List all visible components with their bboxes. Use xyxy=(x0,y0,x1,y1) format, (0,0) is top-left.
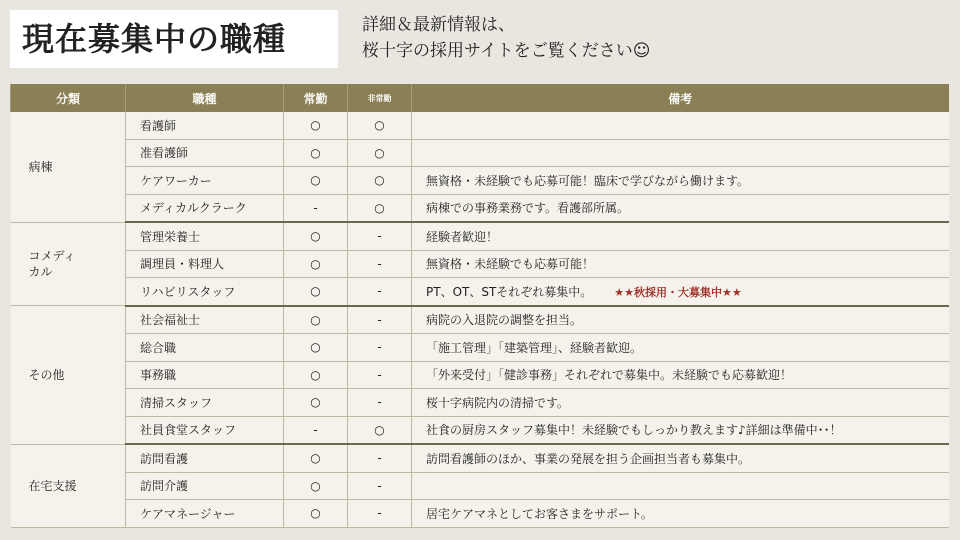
note-text: 社食の厨房スタッフ募集中！未経験でもしっかり教えます♪詳細は準備中･･！ xyxy=(426,423,842,438)
note-cell xyxy=(412,444,949,472)
category-cell: 在宅支援 xyxy=(11,444,126,527)
table-row xyxy=(11,278,949,306)
category-cell: その他 xyxy=(11,306,126,445)
note-cell xyxy=(412,250,949,278)
job-cell: メディカルクラーク xyxy=(126,194,284,222)
note-text: 「施工管理」「建築管理」、経験者歓迎。 xyxy=(426,340,643,355)
part-time-cell: ○ xyxy=(348,167,412,195)
note-text: 「外来受付」「健診事務」それぞれで募集中。未経験でも応募歓迎！ xyxy=(426,368,793,383)
part-time-cell: - xyxy=(348,444,412,472)
header-category: 分類 xyxy=(11,84,126,112)
notice-line-2: 桜十字の採用サイトをご覧ください☺ xyxy=(362,41,651,61)
part-time-cell: - xyxy=(348,500,412,528)
header-full-time: 常勤 xyxy=(284,84,348,112)
category-cell: コメディ カル xyxy=(11,222,126,306)
part-time-cell: ○ xyxy=(348,112,412,139)
part-time-cell: ○ xyxy=(348,139,412,167)
note-cell xyxy=(412,112,949,139)
job-openings-table-wrap xyxy=(10,84,948,528)
part-time-cell: - xyxy=(348,250,412,278)
job-cell: 社員食堂スタッフ xyxy=(126,416,284,444)
job-cell: 事務職 xyxy=(126,361,284,389)
note-cell xyxy=(412,306,949,334)
table-row xyxy=(11,361,949,389)
note-cell xyxy=(412,334,949,362)
note-cell xyxy=(412,389,949,417)
header-notes: 備考 xyxy=(412,84,949,112)
job-cell: 訪問看護 xyxy=(126,444,284,472)
job-cell: ケアワーカー xyxy=(126,167,284,195)
note-cell xyxy=(412,361,949,389)
note-cell xyxy=(412,472,949,500)
note-cell xyxy=(412,416,949,444)
note-text: 桜十字病院内の清掃です。 xyxy=(426,395,570,410)
table-row xyxy=(11,306,949,334)
part-time-cell: - xyxy=(348,278,412,306)
full-time-cell: ○ xyxy=(284,334,348,362)
table-row xyxy=(11,222,949,250)
table-row xyxy=(11,250,949,278)
part-time-cell: ○ xyxy=(348,194,412,222)
part-time-cell: - xyxy=(348,389,412,417)
table-body xyxy=(11,112,949,527)
full-time-cell: - xyxy=(284,194,348,222)
table-row xyxy=(11,167,949,195)
full-time-cell: ○ xyxy=(284,112,348,139)
table-row xyxy=(11,112,949,139)
full-time-cell: ○ xyxy=(284,278,348,306)
full-time-cell: ○ xyxy=(284,167,348,195)
table-row xyxy=(11,389,949,417)
full-time-cell: ○ xyxy=(284,472,348,500)
job-cell: 管理栄養士 xyxy=(126,222,284,250)
part-time-cell: - xyxy=(348,472,412,500)
header-job: 職種 xyxy=(126,84,284,112)
note-cell xyxy=(412,222,949,250)
job-cell: 清掃スタッフ xyxy=(126,389,284,417)
full-time-cell: ○ xyxy=(284,306,348,334)
part-time-cell: ○ xyxy=(348,416,412,444)
note-cell xyxy=(412,167,949,195)
table-row xyxy=(11,194,949,222)
job-cell: ケアマネージャー xyxy=(126,500,284,528)
note-cell xyxy=(412,139,949,167)
table-row xyxy=(11,472,949,500)
job-cell: 総合職 xyxy=(126,334,284,362)
note-text: 無資格・未経験でも応募可能！臨床で学びながら働けます。 xyxy=(426,173,750,188)
note-text: PT、OT、STそれぞれ募集中。 xyxy=(426,284,593,299)
part-time-cell: - xyxy=(348,361,412,389)
full-time-cell: ○ xyxy=(284,500,348,528)
table-row xyxy=(11,334,949,362)
full-time-cell: ○ xyxy=(284,444,348,472)
table-header-row xyxy=(11,84,949,112)
part-time-cell: - xyxy=(348,222,412,250)
highlight-badge: ★★秋採用・大募集中★★ xyxy=(614,285,742,299)
job-cell: 看護師 xyxy=(126,112,284,139)
note-cell xyxy=(412,194,949,222)
note-text: 無資格・未経験でも応募可能！ xyxy=(426,257,595,272)
note-text: 経験者歓迎！ xyxy=(426,229,499,244)
note-text: 訪問看護師のほか、事業の発展を担う企画担当者も募集中。 xyxy=(426,451,751,466)
notice-line-1: 詳細＆最新情報は、 xyxy=(362,15,515,35)
full-time-cell: - xyxy=(284,416,348,444)
category-cell: 病棟 xyxy=(11,112,126,222)
header-part-time: 非常勤 xyxy=(348,84,412,112)
table-row xyxy=(11,444,949,472)
part-time-cell: - xyxy=(348,334,412,362)
full-time-cell: ○ xyxy=(284,222,348,250)
full-time-cell: ○ xyxy=(284,250,348,278)
job-cell: 准看護師 xyxy=(126,139,284,167)
job-cell: 調理員・料理人 xyxy=(126,250,284,278)
part-time-cell: - xyxy=(348,306,412,334)
recruit-site-notice xyxy=(362,12,651,64)
full-time-cell: ○ xyxy=(284,139,348,167)
job-cell: 社会福祉士 xyxy=(126,306,284,334)
page-title: 現在募集中の職種 xyxy=(10,10,338,68)
note-text: 病院の入退院の調整を担当。 xyxy=(426,313,583,328)
job-openings-table xyxy=(10,84,949,528)
note-text: 病棟での事務業務です。看護部所属。 xyxy=(426,201,630,216)
job-cell: 訪問介護 xyxy=(126,472,284,500)
note-cell xyxy=(412,278,949,306)
table-row xyxy=(11,139,949,167)
note-cell xyxy=(412,500,949,528)
note-text: 居宅ケアマネとしてお客さまをサポート。 xyxy=(426,506,653,521)
full-time-cell: ○ xyxy=(284,361,348,389)
table-row xyxy=(11,416,949,444)
job-cell: リハビリスタッフ xyxy=(126,278,284,306)
full-time-cell: ○ xyxy=(284,389,348,417)
table-row xyxy=(11,500,949,528)
